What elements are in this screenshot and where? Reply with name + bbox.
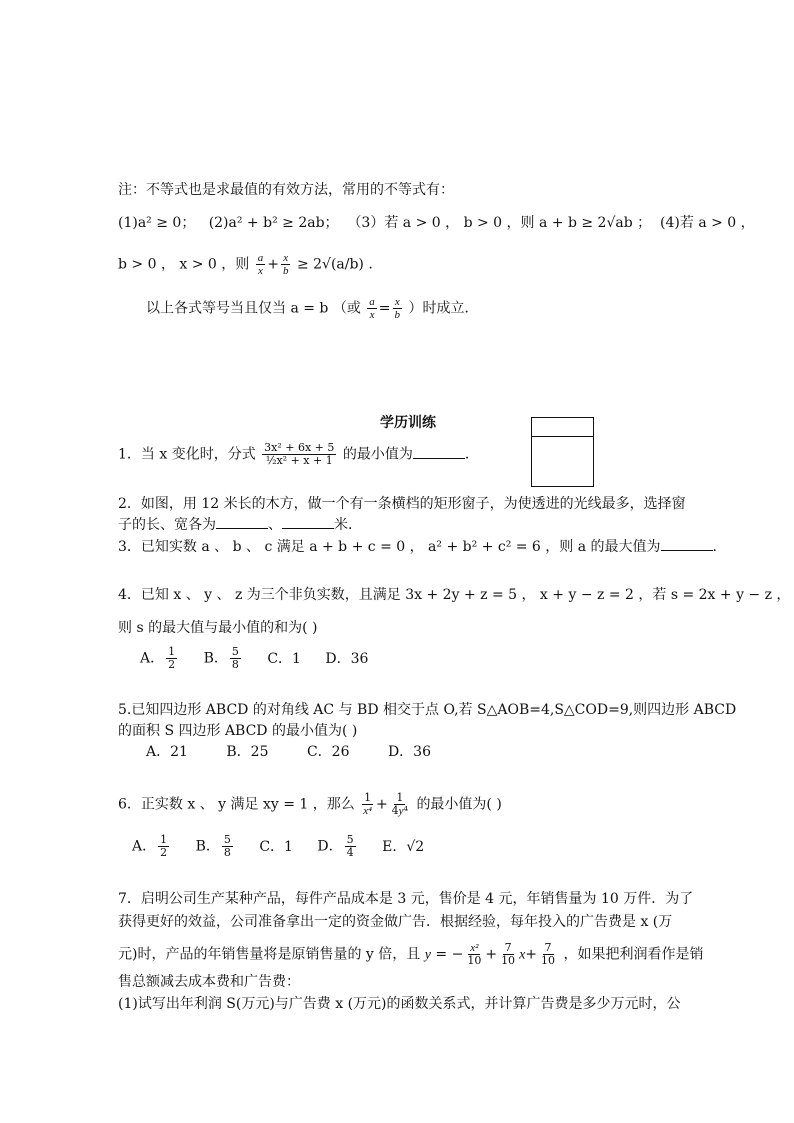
question-3: 3．已知实数 a 、 b 、 c 满足 a + b + c = 0 ， a² + b² + c² = 6 ，则 a 的最大值为 ．: [118, 536, 727, 557]
note-condition: b > 0 ， x > 0 ，则: [118, 256, 250, 273]
note-item-4: (4)若 a > 0 ，: [660, 215, 755, 231]
q3-answer-blank[interactable]: [661, 536, 713, 551]
note-item-2: (2)a² + b² ≥ 2ab；: [208, 215, 339, 231]
question-7-line-4: 售总额减去成本费和广告费：: [118, 974, 300, 990]
q7-text-a: 元)时，产品的年销售量将是原销售量的 y 倍，且: [118, 946, 421, 963]
question-5-options: [146, 742, 451, 762]
window-figure: [531, 417, 594, 487]
fraction-a-over-x: $\frac{a}{x}$: [257, 252, 264, 277]
q6-option-d[interactable]: D． $\frac{5}{4}$: [317, 833, 354, 859]
q2-length-blank[interactable]: [216, 514, 268, 529]
q7-fraction-2: $\frac{7}{10}$: [501, 941, 516, 967]
q6-option-e[interactable]: E．√2: [382, 838, 425, 855]
question-4-line-2: 则 s 的最大值与最小值的和为( ): [118, 620, 318, 636]
note-inequalities-line: [118, 213, 755, 233]
question-4-options: [140, 646, 388, 671]
q1-prefix: 1．当 x 变化时，分式: [118, 446, 256, 463]
q3-text: 3．已知实数 a 、 b 、 c 满足 a + b + c = 0 ， a² + b² + c² = 6 ，则 a 的最大值为: [118, 539, 661, 555]
question-7-line-2: 获得更好的效益，公司准备拿出一定的资金做广告．根据经验，每年投入的广告费是 x (万: [118, 914, 673, 930]
question-7-line-5: (1)试写出年利润 S(万元)与广告费 x (万元)的函数关系式，并计算广告费是多少万元时，公: [118, 996, 681, 1012]
q4-option-d[interactable]: D．36: [325, 650, 369, 667]
note-equality-text: 以上各式等号当且仅当 a = b （或: [146, 300, 361, 317]
note-item-3: （3）若 a > 0 ， b > 0 ，则 a + b ≥ 2√ab ；: [347, 215, 652, 231]
q6-suffix: 的最小值为( ): [416, 796, 502, 813]
q5-option-a[interactable]: A．21: [146, 744, 188, 760]
note-item-1: (1)a² ≥ 0；: [118, 215, 196, 231]
fraction-a-over-x-2: $\frac{a}{x}$: [369, 296, 375, 321]
q7-fraction-3: $\frac{7}{10}$: [541, 941, 556, 967]
fraction-x-over-b: $\frac{x}{b}$: [282, 252, 289, 277]
q2-text-c: 米．: [334, 517, 362, 533]
section-title: 学历训练: [380, 415, 436, 431]
q5-option-c[interactable]: C．26: [306, 744, 350, 760]
question-5-line-1: 5.已知四边形 ABCD 的对角线 AC 与 BD 相交于点 O,若 S△AOB=4,S△COD=9,则四边形 ABCD: [118, 702, 737, 718]
note-equality-line: 以上各式等号当且仅当 a = b （或 $\frac{a}{x}$ = $\frac{x}{b}$ ）时成立．: [146, 296, 479, 321]
question-5-line-2: 的面积 S 四边形 ABCD 的最小值为( ): [118, 723, 358, 739]
fraction-x-over-b-2: $\frac{x}{b}$: [394, 296, 401, 321]
q7-text-b: ，如果把利润看作是销: [563, 946, 704, 963]
q1-numerator: 3x² + 6x + 5: [264, 441, 335, 454]
question-6-options: [132, 834, 444, 859]
q6-prefix: 6．正实数 x 、 y 满足 xy = 1 ，那么: [118, 796, 355, 813]
question-2-line-1: 2．如图，用 12 米长的木方，做一个有一条横档的矩形窗子，为使透进的光线最多，选择窗: [118, 496, 686, 512]
window-crossbar: [532, 436, 593, 437]
note-line-3: b > 0 ， x > 0 ，则 $\frac{a}{x}$ + $\frac{x}{b}$ ≥ 2√(a/b) .: [118, 252, 373, 277]
q5-option-d[interactable]: D．36: [387, 744, 431, 760]
q6-option-b[interactable]: B． $\frac{5}{8}$: [195, 833, 231, 859]
q4-option-b[interactable]: B． $\frac{5}{8}$: [203, 645, 239, 671]
question-7-line-1: 7．启明公司生产某种产品，每件产品成本是 3 元，售价是 4 元，年销售量为 10 万件．为了: [118, 891, 694, 907]
q6-fraction-1: $\frac{1}{\text{x⁴}}$: [363, 791, 372, 817]
q4-option-c[interactable]: C．1: [267, 650, 301, 667]
q4-option-a[interactable]: A． $\frac{1}{2}$: [140, 645, 176, 671]
question-1: 1．当 x 变化时，分式 $\frac{\text{3x² + 6x + 5}}{\text{½x² + x + 1}}$ 的最小值为 ．: [118, 441, 479, 467]
note-intro: 注：不等式也是求最值的有效方法，常用的不等式有：: [118, 182, 454, 198]
question-6: 6．正实数 x 、 y 满足 xy = 1 ，那么 $\frac{1}{\text{x⁴}}$ + $\frac{1}{\text{4y⁴}}$ 的最小值为( ): [118, 791, 502, 817]
question-4-line-1: 4．已知 x 、 y 、 z 为三个非负实数，且满足 3x + 2y + z = 5 ， x + y − z = 2 ，若 s = 2x + y − z ，: [118, 587, 791, 603]
q7-fraction-1: $\frac{\text{x²}}{10}$: [467, 942, 482, 967]
q1-answer-blank[interactable]: [413, 444, 465, 459]
note-inequality-tail: ≥ 2√(a/b) .: [296, 256, 373, 273]
q5-option-b[interactable]: B．25: [226, 744, 269, 760]
q2-text-b: 、: [268, 517, 282, 533]
q6-option-a[interactable]: A． $\frac{1}{2}$: [132, 833, 168, 859]
q1-denominator: ½x² + x + 1: [265, 454, 333, 467]
q2-text-a: 子的长、宽各为: [118, 517, 216, 533]
q1-suffix: 的最小值为: [342, 446, 413, 463]
q1-fraction: [262, 442, 336, 467]
note-equality-tail: ）时成立．: [408, 300, 479, 317]
question-2-line-2: [118, 514, 362, 535]
question-7-line-3: 元)时，产品的年销售量将是原销售量的 y 倍，且 y = − $\frac{\text{x²}}{10}$ + $\frac{7}{10}$ x+ $\frac{7}{10}$ ，如果把利润看作是销: [118, 941, 704, 967]
q6-fraction-2: $\frac{1}{\text{4y⁴}}$: [391, 791, 408, 817]
q2-width-blank[interactable]: [282, 514, 334, 529]
q6-option-c[interactable]: C．1: [259, 838, 293, 855]
